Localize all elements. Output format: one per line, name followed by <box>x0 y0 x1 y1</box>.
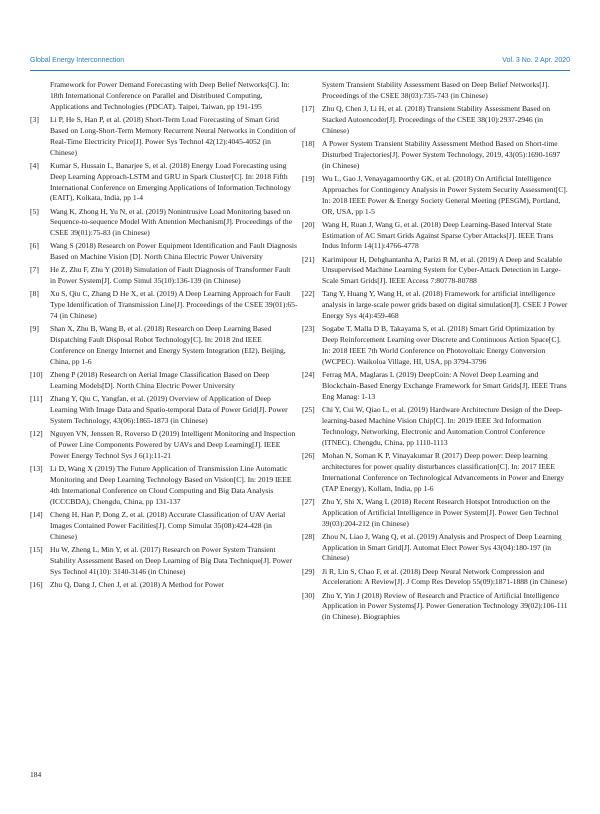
reference-number: [14] <box>30 509 43 519</box>
reference-text: Wang H, Ruan J, Wang G, et al. (2018) Deep Learning-Based Interval State Estimation of AC Smart Grids Against Sparse Cyber Attacks[J]. IEEE Trans Indus Inform 14(11):4766-4778 <box>322 219 554 251</box>
reference-text: Ferrag MA, Maglaras L (2019) DeepCoin: A Novel Deep Learning and Blockchain-Based Energy Exchange Framework for Smart Grids[J]. IEEE Trans Eng Manag: 1-13 <box>322 370 567 401</box>
reference-item <box>302 220 570 253</box>
reference-item <box>30 115 298 159</box>
reference-item <box>30 265 298 287</box>
reference-item <box>302 174 570 218</box>
reference-text: Ji R, Lin S, Chao F, et al. (2018) Deep Neural Network Compression and Acceleration: A Review[J]. J Comp Res Develop 55(09):1871-1888 (in Chinese) <box>322 566 568 587</box>
reference-number: [30] <box>302 590 315 600</box>
reference-text: Li P, He S, Han P, et al. (2018) Short-Term Load Forecasting of Smart Grid Based on Long-Short-Term Memory Recurrent Neural Networks in Condition of Real-Time Electricity Price[J]. Power Sys Technol 42(12):4045-4052 (in Chinese) <box>50 114 296 157</box>
reference-text: Zhang Y, Qiu C, Yangfan, et al. (2019) Overview of Application of Deep Learning With Image Data and Spatio-temporal Data of Power Grid[J]. Power System Technology, 43(06):1865-1873 (in Chinese) <box>50 394 288 425</box>
reference-number: [25] <box>302 405 315 415</box>
reference-continuation: System Transient Stability Assessment Based on Deep Belief Networks[J]. Proceedings of the CSEE 38(03):735-743 (in Chinese) <box>322 80 550 100</box>
reference-number: [27] <box>302 496 315 506</box>
reference-number: [19] <box>302 173 315 183</box>
reference-number: [9] <box>30 324 39 334</box>
reference-text: Li D, Wang X (2019) The Future Application of Transmission Line Automatic Monitoring and Deep Learning Technology Based on Vision[C]. In: 2019 IEEE 4th International Conference on Cloud Computing and Big Data Analysis (ICCCBDA), Chengdu, China, pp 131-137 <box>50 463 292 506</box>
reference-item <box>302 497 570 530</box>
running-header <box>30 57 570 71</box>
reference-text: Zhou N, Liao J, Wang Q, et al. (2019) Analysis and Prospect of Deep Learning Application in Smart Grid[J]. Automat Elect Power Sys 43(04):180-197 (in Chinese) <box>322 531 562 563</box>
references-right-column <box>302 80 570 625</box>
reference-item <box>302 324 570 368</box>
reference-number: [7] <box>30 265 39 275</box>
reference-number: [29] <box>302 566 315 576</box>
reference-number: [17] <box>302 104 315 113</box>
header-rule <box>30 70 570 71</box>
reference-item <box>30 161 298 205</box>
reference-number: [22] <box>302 289 315 299</box>
reference-number: [13] <box>30 463 43 473</box>
reference-text: Karimipour H, Dehghantanha A, Parizi R M, et al. (2019) A Deep and Scalable Unsupervised Machine Learning System for Cyber-Attack Detection in Large-Scale Smart Grids[J]. IEEE Access 7:80778-80788 <box>322 254 563 286</box>
reference-number: [11] <box>30 394 43 404</box>
reference-list <box>30 115 298 591</box>
reference-item <box>302 405 570 449</box>
reference-number: [24] <box>302 370 315 380</box>
reference-number: [4] <box>30 160 39 170</box>
reference-text: Zhu Y, Shi X, Wang L (2018) Recent Research Hotspot Introduction on the Application of Artificial Intelligence in Power System[J]. Power Gen Technol 39(03):204-212 (in Chinese) <box>322 496 559 528</box>
reference-item <box>30 580 298 591</box>
reference-number: [18] <box>302 138 315 148</box>
reference-text: Mohan N, Soman K P, Vinayakumar R (2017) Deep power: Deep learning architectures for power quality disturbances classification[C]. In: 2017 IEEE International Conference on Technological Advancements in Power and Energy (TAP Energy), Kollam, India, pp 1-6 <box>322 450 565 493</box>
reference-item <box>302 451 570 495</box>
reference-item <box>30 289 298 322</box>
reference-number: [23] <box>302 324 315 334</box>
page-number: 184 <box>30 770 42 779</box>
reference-item <box>302 289 570 322</box>
reference-item <box>30 510 298 543</box>
reference-item <box>302 139 570 172</box>
reference-text: Hu W, Zheng L, Min Y, et al. (2017) Research on Power System Transient Stability Assessment Based on Deep Learning of Big Data Technique[J]. Power Sys Technol 41(10): 3140-3146 (in Chinese) <box>50 544 293 576</box>
reference-text: Wang K, Zhong H, Yu N, et al. (2019) Nonintrusive Load Monitoring based on Sequence-to-sequence Model With Attention Mechanism[J]. Proceedings of the CSEE 39(01):75-83 (in Chinese) <box>50 206 293 238</box>
journal-name: Global Energy Interconnection <box>30 57 125 64</box>
reference-text: Wang S (2018) Research on Power Equipment Identification and Fault Diagnosis Based on Machine Vision [D]. North China Electric Power University <box>50 241 297 262</box>
reference-item <box>302 370 570 403</box>
reference-text: Zhu Q, Chen J, Li H, et al. (2018) Transient Stability Assessment Based on Stacked Autoencoder[J]. Proceedings of the CSEE 38(10):2937-2946 (in Chinese) <box>322 104 551 135</box>
reference-number: [8] <box>30 289 39 299</box>
reference-item <box>302 532 570 565</box>
reference-item <box>30 370 298 392</box>
reference-item <box>30 464 298 508</box>
reference-text: Kumar S, Hussain L, Banarjee S, et al. (2018) Energy Load Forecasting using Deep Learning Approach-LSTM and GRU in Spark Cluster[C]. In: 2018 Fifth International Conference on Emerging Applications of Information Technology (EAIT), Kolkata, India, pp 1-4 <box>50 160 292 203</box>
reference-text: Zheng P (2018) Research on Aerial Image Classification Based on Deep Learning Models[D]. North China Electric Power University <box>50 370 270 391</box>
reference-text: Zhu Q, Dang J, Chen J, et al. (2018) A Method for Power <box>50 579 225 589</box>
reference-item <box>30 429 298 462</box>
reference-number: [21] <box>302 254 315 264</box>
reference-text: He Z, Zhu F, Zhu Y (2018) Simulation of Fault Diagnosis of Transformer Fault in Power System[J]. Comp Simul 35(10):136-139 (in Chinese) <box>50 265 291 286</box>
reference-list <box>302 104 570 623</box>
reference-item <box>302 255 570 288</box>
reference-text: Xu S, Qiu C, Zhang D He X, et al. (2019) A Deep Learning Approach for Fault Type Identification of Transmission Line[J]. Proceedings of the CSEE 39(01):65-74 (in Chinese) <box>50 289 298 321</box>
reference-text: Wu L, Gao J, Venayagamoorthy GK, et al. (2018) On Artificial Intelligence Approaches for Contingency Analysis in Power System Security Assessment[C]. In: 2018 IEEE Power & Energy Society General Meeting (PESGM), Portland, OR, USA, pp 1-5 <box>322 173 568 216</box>
reference-item <box>30 394 298 427</box>
reference-text: Zhu Y, Yin J (2018) Review of Research and Practice of Artificial Intelligence Application in Power Systems[J]. Power Generation Technology 39(02):106-111 (in Chinese). Biographies <box>322 590 568 622</box>
reference-text: Shan X, Zhu B, Wang B, et al. (2018) Research on Deep Learning Based Dispatching Fault Disposal Robot Technology[C]. In: 2018 2nd IEEE Conference on Energy Internet and Energy System Integration (EI2), Beijing, China, pp 1-6 <box>50 324 286 367</box>
reference-number: [5] <box>30 206 39 216</box>
reference-number: [26] <box>302 450 315 460</box>
reference-number: [28] <box>302 531 315 541</box>
reference-item <box>302 104 570 137</box>
reference-item <box>30 545 298 578</box>
reference-number: [12] <box>30 429 43 439</box>
reference-item <box>302 567 570 589</box>
reference-text: Cheng H, Han P, Dong Z, et al. (2018) Accurate Classification of UAV Aerial Images Contained Power Facilities[J]. Comp Simulat 35(08):424-428 (in Chinese) <box>50 509 286 541</box>
reference-text: Tang Y, Huang Y, Wang H, et al. (2018) Framework for artificial intelligence analysis in large-scale power grids based on digital simulation[J]. CSEE J Power Energy Sys 4(4):459-468 <box>322 289 568 321</box>
reference-text: Nguyen VN, Jenssen R, Roverso D (2019) Intelligent Monitoring and Inspection of Power Line Components Powered by UAVs and Deep Learning[J]. IEEE Power Energy Technol Sys J 6(1):11-21 <box>50 429 296 460</box>
reference-text: Chi Y, Cui W, Qiao L, et al. (2019) Hardware Architecture Design of the Deep-learning-based Machine Vision Chip[C]. In: 2019 IEEE 3rd Information Technology, Networking, Electronic and Automation Control Conference (ITNEC). Chengdu, China, pp 1110-1113 <box>322 405 563 447</box>
reference-number: [10] <box>30 370 43 380</box>
reference-continuation: Framework for Power Demand Forecasting with Deep Belief Networks[C]. In: 18th International Conference on Parallel and Distributed Computing, Applications and Technologies (PDCAT). Taipei, Taiwan, pp 191-195 <box>50 80 290 111</box>
reference-item <box>302 591 570 624</box>
reference-item <box>30 241 298 263</box>
reference-number: [15] <box>30 544 43 554</box>
reference-number: [6] <box>30 241 39 251</box>
reference-item <box>30 207 298 240</box>
reference-number: [20] <box>302 219 315 229</box>
reference-text: Sogabe T, Malla D B, Takayama S, et al. (2018) Smart Grid Optimization by Deep Reinforcement Learning over Discrete and Continuous Action Space[C]. In: 2018 IEEE 7th World Conference on Photovoltaic Energy Conversion (WCPEC). Waikoloa Village, HI, USA, pp 3794-3796 <box>322 324 561 367</box>
reference-text: A Power System Transient Stability Assessment Method Based on Short-time Disturbed Trajectories[J]. Power System Technology, 2019, 43(05):1690-1697 (in Chinese) <box>322 138 561 170</box>
issue-info: Vol. 3 No. 2 Apr. 2020 <box>502 57 570 64</box>
reference-number: [3] <box>30 114 39 124</box>
reference-number: [16] <box>30 579 43 589</box>
references-left-column <box>30 80 298 593</box>
reference-item <box>30 324 298 368</box>
